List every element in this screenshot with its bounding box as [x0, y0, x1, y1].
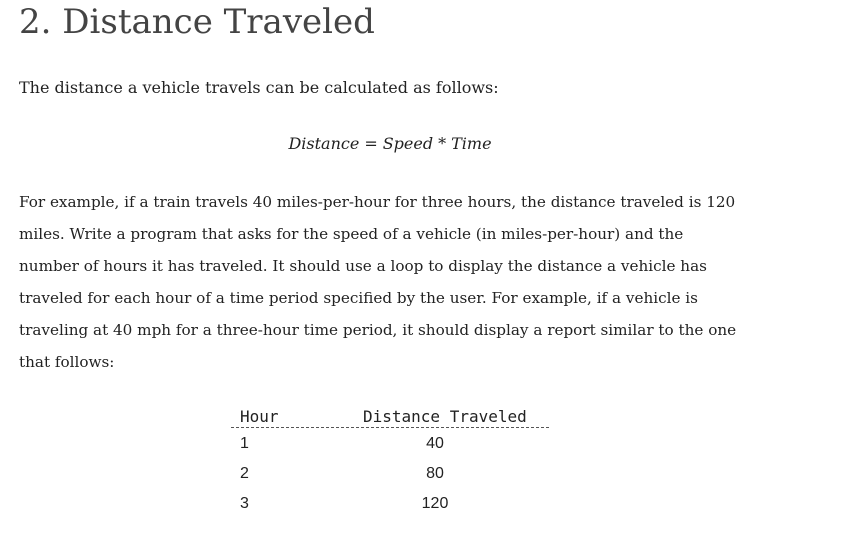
formula-term-speed: Speed	[382, 134, 434, 153]
paragraph-line: traveled for each hour of a time period specified by the user. For example, if a vehicle is	[19, 289, 698, 307]
cell-distance: 40	[426, 435, 444, 452]
cell-hour: 2	[240, 465, 249, 482]
cell-distance: 120	[421, 495, 449, 512]
cell-distance: 80	[426, 465, 444, 482]
header-hour: Hour	[240, 407, 279, 426]
formula-times: *	[438, 134, 447, 153]
formula-term-time: Time	[451, 134, 492, 153]
formula-left: Distance	[288, 134, 360, 153]
paragraph-line: For example, if a train travels 40 miles-per-hour for three hours, the distance traveled is 120	[19, 193, 736, 211]
report-header	[231, 405, 549, 428]
paragraph-line: number of hours it has traveled. It should use a loop to display the distance a vehicle has	[19, 257, 707, 275]
section-title: 2. Distance Traveled	[19, 2, 375, 42]
intro-text: The distance a vehicle travels can be calculated as follows:	[19, 78, 499, 97]
table-row	[231, 458, 549, 488]
report-table	[231, 405, 549, 518]
table-row	[231, 428, 549, 458]
formula	[0, 132, 780, 156]
paragraph-line: that follows:	[19, 353, 115, 371]
problem-paragraph	[19, 186, 736, 378]
paragraph-line: miles. Write a program that asks for the speed of a vehicle (in miles-per-hour) and the	[19, 225, 684, 243]
formula-equals: =	[364, 134, 378, 153]
cell-hour: 1	[240, 435, 249, 452]
paragraph-line: traveling at 40 mph for a three-hour time period, it should display a report similar to the one	[19, 321, 737, 339]
header-distance: Distance Traveled	[363, 407, 527, 426]
cell-hour: 3	[240, 495, 249, 512]
table-row	[231, 488, 549, 518]
